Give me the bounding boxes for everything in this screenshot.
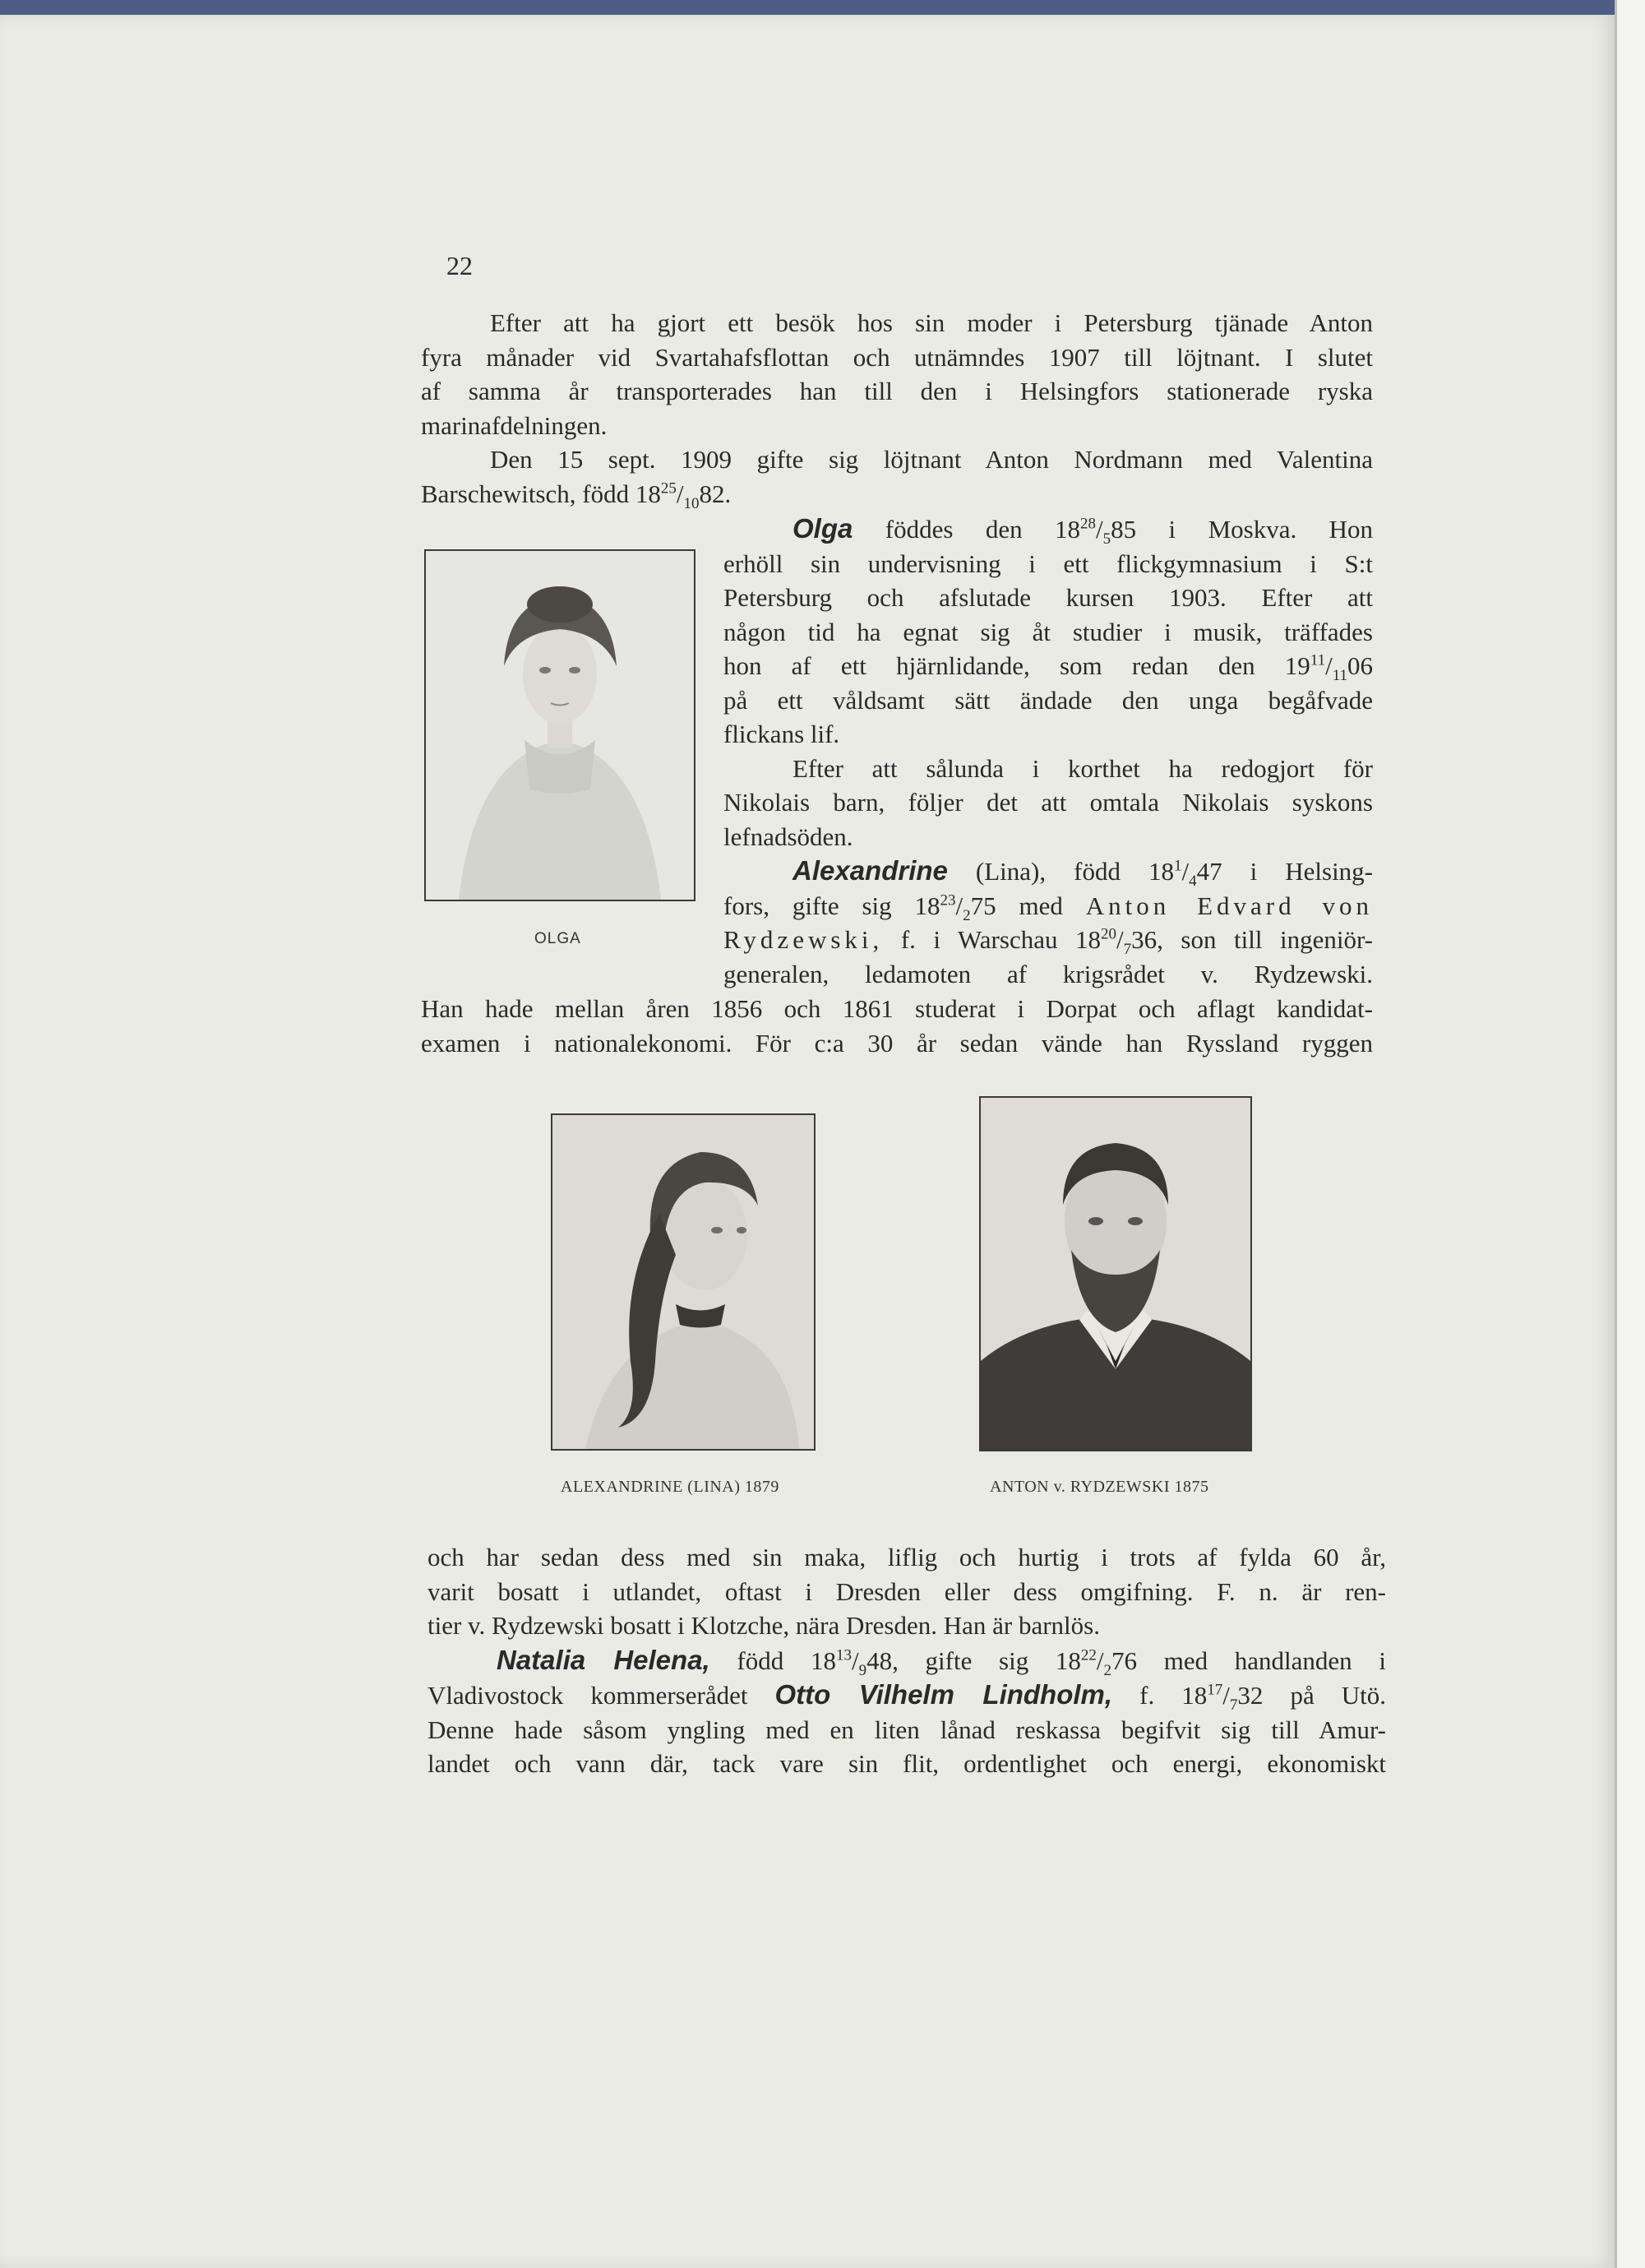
spaced-name: Anton Edvard von	[1085, 891, 1373, 920]
text-run: 36, son till ingeniör-	[1131, 925, 1374, 954]
text-line	[723, 889, 1373, 923]
paragraph-olga	[723, 511, 1373, 991]
text-line	[723, 854, 1373, 889]
person-name: Otto Vilhelm Lindholm,	[774, 1679, 1113, 1710]
person-name: Olga	[792, 513, 853, 544]
paragraph-after-photos	[427, 1540, 1386, 1781]
text-line: Han hade mellan åren 1856 och 1861 studerat i Dorpat och aflagt kandidat-	[421, 994, 1373, 1023]
text-line: Efter att ha gjort ett besök hos sin moder i Petersburg tjänade Anton	[490, 308, 1373, 337]
subscript: 7	[1123, 941, 1132, 959]
text-run: (Lina), född 18	[975, 857, 1174, 886]
text-line: Petersburg och afslutade kursen 1903. Efter att	[723, 583, 1373, 612]
fraction-slash: /	[851, 1645, 859, 1675]
subscript: 9	[858, 1661, 867, 1679]
text-line: erhöll sin undervisning i ett flickgymnasium i S:t	[723, 548, 1373, 578]
text-line: landet och vann där, tack vare sin flit, ordentlighet och energi, ekonomiskt	[427, 1749, 1386, 1778]
portrait-olga-image	[426, 551, 694, 900]
person-name: Alexandrine	[792, 855, 948, 886]
portrait-alexandrine-image	[552, 1115, 814, 1449]
text-line: Efter att sålunda i korthet ha redogjort för	[792, 753, 1373, 783]
fraction-slash: /	[1096, 1645, 1104, 1675]
text-line	[421, 477, 1373, 511]
text-line: Den 15 sept. 1909 gifte sig löjtnant Anton Nordmann med Valentina	[490, 445, 1373, 474]
text-line	[723, 923, 1373, 957]
text-run: 06	[1347, 651, 1373, 680]
text-run: 85 i Moskva. Hon	[1111, 515, 1374, 544]
photo-anton	[979, 1096, 1252, 1451]
portrait-anton-image	[981, 1098, 1250, 1450]
superscript: 28	[1080, 515, 1097, 533]
photo-olga	[424, 549, 695, 901]
paragraph-alexandrine-cont	[421, 992, 1373, 1060]
text-run: 82.	[699, 479, 732, 508]
subscript: 2	[1103, 1661, 1112, 1679]
superscript: 13	[835, 1646, 852, 1664]
text-run: fors, gifte sig 18	[723, 891, 940, 920]
fraction-slash: /	[955, 891, 963, 920]
superscript: 17	[1207, 1681, 1223, 1699]
subscript: 11	[1332, 667, 1347, 685]
spaced-name: Rydzewski,	[723, 925, 884, 954]
text-line: och har sedan dess med sin maka, liflig och hurtig i trots af fylda 60 år,	[427, 1543, 1386, 1571]
page-number: 22	[446, 251, 473, 280]
caption-olga: OLGA	[534, 930, 581, 947]
page-binding-edge	[1615, 0, 1645, 2268]
superscript: 20	[1101, 925, 1116, 943]
text-line: på ett våldsamt sätt ändade den unga begåfvade	[723, 685, 1373, 715]
paragraph-marriage	[421, 442, 1373, 511]
text-run: Barschewitsch, född 18	[421, 479, 661, 508]
fraction-slash: /	[1181, 857, 1190, 886]
superscript: 11	[1310, 651, 1326, 669]
fraction-slash: /	[1096, 515, 1103, 544]
text-line: flickans lif.	[723, 720, 840, 748]
text-run: 75 med	[970, 891, 1063, 920]
text-line: examen i nationalekonomi. För c:a 30 år sedan vände han Ryssland ryggen	[421, 1028, 1373, 1058]
text-run: född 18	[737, 1645, 836, 1675]
text-line: Nikolais barn, följer det att omtala Nikolais syskons	[723, 788, 1373, 817]
text-line: generalen, ledamoten af krigsrådet v. Rydzewski.	[723, 959, 1373, 988]
subscript: 7	[1229, 1696, 1238, 1715]
person-name: Natalia Helena,	[497, 1644, 710, 1675]
text-run: 48, gifte sig 18	[866, 1645, 1081, 1675]
paragraph-anton-service	[421, 306, 1373, 442]
superscript: 1	[1173, 857, 1182, 875]
text-run: f. 18	[1139, 1681, 1208, 1710]
text-line: Denne hade såsom yngling med en liten lånad reskassa begifvit sig till Amur-	[427, 1715, 1386, 1744]
text-line: någon tid ha egnat sig åt studier i musik, träffades	[723, 617, 1373, 646]
text-line: tier v. Rydzewski bosatt i Klotzche, nära Dresden. Han är barnlös.	[427, 1611, 1100, 1640]
photo-alexandrine	[551, 1113, 816, 1451]
text-line: marinafdelningen.	[421, 410, 608, 440]
superscript: 23	[940, 891, 956, 910]
subscript: 2	[963, 906, 971, 924]
text-run: hon af ett hjärnlidande, som redan den 19	[723, 651, 1310, 680]
text-line	[723, 649, 1373, 683]
text-line: lefnadsöden.	[723, 822, 853, 851]
text-run: f. i Warschau 18	[900, 925, 1101, 954]
text-run: Vladivostock kommerserådet	[427, 1681, 748, 1710]
text-line	[427, 1678, 1386, 1713]
subscript: 5	[1102, 530, 1111, 548]
fraction-slash: /	[1325, 651, 1333, 680]
text-line: fyra månader vid Svartahafsflottan och utnämndes 1907 till löjtnant. I slutet	[421, 342, 1373, 372]
text-line	[723, 511, 1373, 547]
scan-top-band	[0, 0, 1645, 15]
fraction-slash: /	[1116, 925, 1124, 954]
caption-anton: ANTON v. RYDZEWSKI 1875	[990, 1478, 1209, 1496]
subscript: 10	[683, 494, 700, 512]
text-line: af samma år transporterades han till den i Helsingfors stationerade ryska	[421, 377, 1373, 405]
text-line	[427, 1643, 1386, 1678]
superscript: 22	[1080, 1646, 1097, 1664]
subscript: 4	[1189, 872, 1197, 891]
fraction-slash: /	[1222, 1681, 1230, 1710]
text-run: 76 med handlanden i	[1111, 1645, 1386, 1675]
superscript: 25	[660, 479, 677, 498]
text-run: 47 i Helsing-	[1196, 857, 1374, 886]
text-run: föddes den 18	[885, 515, 1081, 544]
caption-alexandrine: ALEXANDRINE (LINA) 1879	[561, 1478, 779, 1496]
text-run: 32 på Utö.	[1237, 1681, 1387, 1710]
text-line: varit bosatt i utlandet, oftast i Dresden eller dess omgifning. F. n. är ren-	[427, 1576, 1386, 1606]
fraction-slash: /	[676, 479, 684, 508]
